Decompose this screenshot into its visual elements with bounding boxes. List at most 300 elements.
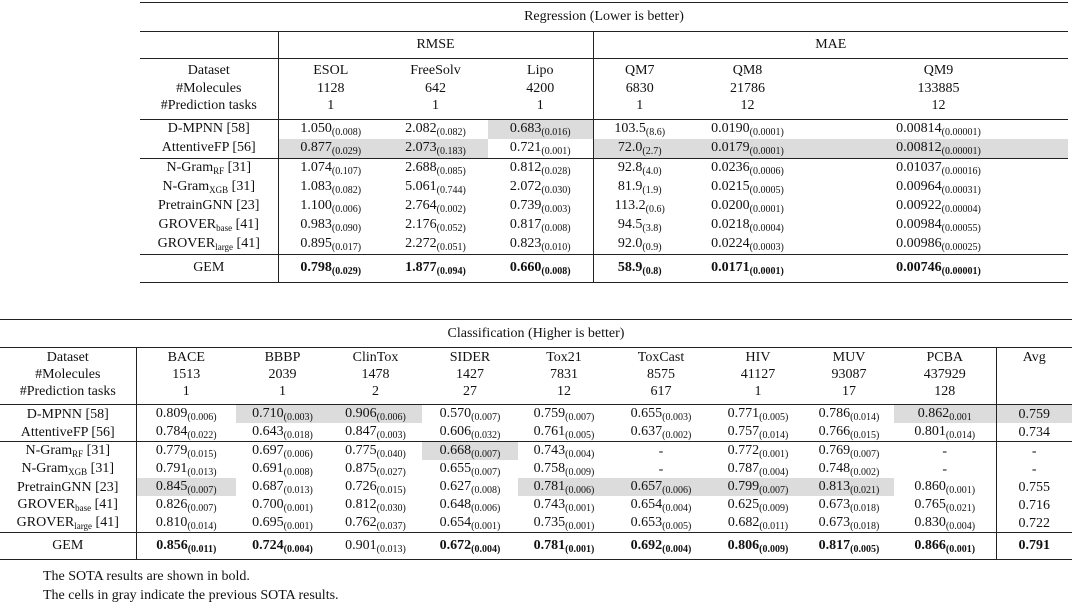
cell-value: 0.739 bbox=[509, 197, 542, 213]
cell-value: 0.627 bbox=[439, 479, 472, 494]
cell-value: 0.781 bbox=[533, 479, 566, 494]
value-cell bbox=[488, 254, 593, 282]
cell-std: (0.00031) bbox=[941, 184, 981, 196]
table-row bbox=[0, 478, 1072, 496]
cell-std: (0.007) bbox=[850, 449, 880, 460]
cell-value: 0.00984 bbox=[896, 216, 942, 232]
table-row bbox=[0, 442, 1072, 461]
cell-std: (0.015) bbox=[850, 430, 880, 441]
value-cell bbox=[610, 460, 712, 478]
cell-std: (0.021) bbox=[945, 503, 976, 514]
model-ref: [31] bbox=[87, 461, 114, 476]
cell-value: 0.643 bbox=[252, 424, 284, 439]
bold-value bbox=[440, 538, 501, 553]
cell-value: 0.0215 bbox=[711, 178, 750, 194]
bold-value bbox=[252, 538, 313, 553]
bold-value bbox=[711, 260, 784, 275]
cell-value: 0.710 bbox=[252, 406, 284, 421]
cell-value: - bbox=[942, 443, 948, 459]
value-cell bbox=[136, 496, 236, 514]
value-cell bbox=[236, 478, 329, 496]
cell-std: (0.017) bbox=[331, 241, 362, 253]
value-cell bbox=[809, 178, 1068, 197]
value-cell bbox=[593, 119, 686, 139]
value-cell bbox=[518, 405, 610, 424]
cell-std: (0.030) bbox=[376, 503, 406, 514]
model-cell bbox=[0, 496, 136, 514]
bold-value: 0.791 bbox=[1018, 538, 1050, 553]
cell-std: (0.008) bbox=[283, 467, 313, 478]
model-subscript: base bbox=[216, 223, 233, 233]
cell-value: 0.726 bbox=[345, 479, 377, 494]
table-row bbox=[140, 158, 1068, 178]
cell-std: (0.009) bbox=[565, 467, 595, 478]
header-labels bbox=[140, 59, 278, 120]
header-molecules: 133885 bbox=[917, 80, 960, 96]
model-name: AttentiveFP [56] bbox=[20, 424, 115, 440]
header-name: ESOL bbox=[313, 63, 349, 78]
cell-value: 0.0190 bbox=[711, 120, 750, 136]
cell-value: 0.657 bbox=[630, 479, 663, 494]
header-tasks: 1 bbox=[432, 98, 439, 113]
cell-value: 0.775 bbox=[345, 443, 377, 458]
cell-value: 0.655 bbox=[630, 406, 663, 421]
cell-std: (0.015) bbox=[376, 485, 406, 496]
model-cell bbox=[140, 139, 278, 159]
value-cell bbox=[610, 514, 712, 533]
cell-value: 0.791 bbox=[155, 461, 188, 476]
bold-value bbox=[405, 260, 466, 275]
header-name: ToxCast bbox=[637, 350, 685, 365]
value-cell bbox=[422, 460, 518, 478]
value-cell bbox=[422, 533, 518, 560]
value-cell bbox=[593, 254, 686, 282]
cell-std: (0.022) bbox=[187, 430, 217, 441]
cell-std: (0.004) bbox=[662, 503, 692, 514]
value-cell bbox=[236, 514, 329, 533]
value-cell bbox=[894, 496, 996, 514]
header-molecules: 1427 bbox=[456, 367, 484, 382]
value-cell bbox=[383, 139, 488, 159]
cell-std: (0.0004) bbox=[749, 222, 784, 234]
value-cell bbox=[518, 423, 610, 442]
cell-value: 0.668 bbox=[439, 443, 472, 458]
cell-std: (0.004) bbox=[471, 544, 501, 555]
value-cell bbox=[809, 197, 1068, 216]
header-col-toxcast bbox=[610, 348, 712, 405]
cell-value: 0.762 bbox=[345, 515, 377, 530]
model-cell bbox=[0, 460, 136, 478]
cell-std: (0.009) bbox=[759, 503, 789, 514]
cell-value: 0.692 bbox=[630, 538, 663, 553]
cell-std: (0.001) bbox=[759, 449, 789, 460]
cell-value: 0.0218 bbox=[711, 216, 750, 232]
cell-std: (0.007) bbox=[565, 412, 595, 423]
bold-value bbox=[914, 538, 975, 553]
value-cell bbox=[136, 460, 236, 478]
header-molecules: 437929 bbox=[923, 367, 966, 382]
cell-std: (0.013) bbox=[187, 467, 217, 478]
header-tasks: 1 bbox=[182, 384, 190, 399]
regression-block-1 bbox=[140, 119, 1068, 158]
cell-value: 92.0 bbox=[617, 235, 643, 251]
cell-std: (0.001) bbox=[471, 521, 501, 532]
value-cell bbox=[488, 235, 593, 255]
value-cell bbox=[278, 178, 383, 197]
header-tasks: 1 bbox=[754, 384, 762, 399]
value-cell bbox=[136, 442, 236, 461]
cell-value: 0.757 bbox=[727, 424, 760, 439]
header-molecules: 93087 bbox=[831, 367, 867, 382]
header-col-bbbp bbox=[236, 348, 329, 405]
cell-std: (0.9) bbox=[642, 241, 662, 253]
table-row bbox=[140, 119, 1068, 139]
cell-std: (0.018) bbox=[283, 430, 313, 441]
cell-std: (0.013) bbox=[283, 485, 313, 496]
cell-value: 2.176 bbox=[405, 216, 437, 232]
value-cell bbox=[804, 496, 894, 514]
cell-value: 0.772 bbox=[727, 443, 760, 458]
cell-value: 103.5 bbox=[614, 120, 646, 136]
cell-std: (0.004) bbox=[283, 544, 313, 555]
header-name: ClinTox bbox=[352, 350, 399, 365]
header-name: HIV bbox=[745, 350, 771, 365]
value-cell bbox=[518, 496, 610, 514]
cell-value: 0.570 bbox=[439, 406, 472, 421]
regression-block-2 bbox=[140, 158, 1068, 254]
cell-value: 0.866 bbox=[914, 538, 946, 553]
cell-value: 0.766 bbox=[818, 424, 851, 439]
table-row bbox=[0, 496, 1072, 514]
header-col-lipo bbox=[488, 59, 593, 120]
cell-std: (0.030) bbox=[541, 184, 571, 196]
cell-value: 0.743 bbox=[533, 497, 566, 512]
value-cell bbox=[278, 216, 383, 235]
cell-std: (0.037) bbox=[376, 521, 406, 532]
value-cell bbox=[383, 216, 488, 235]
cell-std: (0.004) bbox=[759, 467, 789, 478]
value-cell bbox=[518, 460, 610, 478]
cell-value: 58.9 bbox=[617, 260, 643, 275]
regression-header-row bbox=[140, 59, 1068, 120]
value-cell bbox=[136, 423, 236, 442]
value-cell bbox=[593, 197, 686, 216]
value-cell bbox=[488, 216, 593, 235]
header-tasks: 1 bbox=[279, 384, 286, 399]
header-tasks: 617 bbox=[650, 384, 672, 399]
model-name: N-Gram bbox=[162, 179, 210, 194]
cell-std: (0.094) bbox=[436, 266, 466, 277]
cell-value: 0.0171 bbox=[711, 260, 750, 275]
cell-std: (0.00025) bbox=[941, 241, 981, 253]
cell-value: 0.771 bbox=[727, 406, 760, 421]
classification-block-1 bbox=[0, 405, 1072, 442]
model-name: GROVER bbox=[17, 497, 76, 512]
cell-std: (0.8) bbox=[642, 266, 662, 277]
bold-value bbox=[896, 260, 981, 275]
header-tasks: 2 bbox=[372, 384, 379, 399]
header-col-qm9 bbox=[809, 59, 1068, 120]
cell-value: 0.801 bbox=[914, 424, 946, 439]
cell-std: (0.0001) bbox=[749, 266, 784, 277]
cell-value: 0.735 bbox=[533, 515, 566, 530]
header-label: #Molecules bbox=[35, 367, 101, 382]
cell-value: 0.654 bbox=[630, 497, 663, 512]
cell-std: (0.010) bbox=[541, 241, 571, 253]
value-cell bbox=[610, 478, 712, 496]
cell-value: 0.695 bbox=[252, 515, 284, 530]
value-cell bbox=[686, 197, 809, 216]
model-name: GROVER bbox=[158, 217, 217, 232]
cell-std: (0.007) bbox=[471, 467, 501, 478]
cell-value: 0.687 bbox=[252, 479, 284, 494]
header-name: BACE bbox=[167, 350, 205, 365]
cell-std: (0.00055) bbox=[941, 222, 981, 234]
cell-value: 0.654 bbox=[439, 515, 472, 530]
cell-value: 0.983 bbox=[300, 216, 332, 232]
header-tasks: 1 bbox=[536, 98, 544, 113]
cell-value: 0.817 bbox=[509, 216, 542, 232]
model-ref: [31] bbox=[228, 179, 255, 194]
cell-value: 0.812 bbox=[345, 497, 377, 512]
value-cell bbox=[422, 478, 518, 496]
cell-value: 0.817 bbox=[818, 538, 851, 553]
model-ref: [41] bbox=[91, 497, 118, 512]
cell-std: (0.001) bbox=[565, 521, 595, 532]
header-col-bace bbox=[136, 348, 236, 405]
header-col-esol bbox=[278, 59, 383, 120]
header-tasks: 12 bbox=[557, 384, 571, 399]
group-rmse: RMSE bbox=[278, 32, 593, 59]
header-name: QM8 bbox=[732, 63, 763, 78]
cell-value: 0.748 bbox=[818, 461, 851, 476]
header-tasks: 1 bbox=[327, 98, 335, 113]
model-subscript: XGB bbox=[209, 185, 229, 195]
cell-std: (0.003) bbox=[662, 412, 692, 423]
header-tasks: 12 bbox=[931, 98, 946, 113]
value-cell bbox=[236, 460, 329, 478]
value-cell bbox=[422, 405, 518, 424]
cell-std: (0.6) bbox=[645, 203, 665, 215]
cell-value: 0.799 bbox=[727, 479, 760, 494]
model-name: GROVER bbox=[16, 515, 75, 530]
header-label: Dataset bbox=[46, 350, 89, 365]
header-col-qm7 bbox=[593, 59, 686, 120]
value-cell bbox=[383, 235, 488, 255]
cell-std: (3.8) bbox=[642, 222, 662, 234]
cell-value: 0.877 bbox=[300, 139, 332, 155]
model-ref: [41] bbox=[233, 236, 260, 251]
value-cell bbox=[712, 405, 804, 424]
cell-std: (0.018) bbox=[850, 503, 880, 514]
header-name: PCBA bbox=[926, 350, 964, 365]
model-name: PretrainGNN [23] bbox=[17, 479, 119, 495]
cell-value: 0.660 bbox=[509, 260, 542, 275]
value-cell bbox=[712, 533, 804, 560]
classification-header-row bbox=[0, 348, 1072, 405]
cell-std: (0.021) bbox=[850, 485, 880, 496]
cell-std: (0.007) bbox=[759, 485, 789, 496]
header-col-qm8 bbox=[686, 59, 809, 120]
value-cell bbox=[804, 460, 894, 478]
cell-std: (0.006) bbox=[376, 412, 406, 423]
value-cell bbox=[712, 460, 804, 478]
cell-value: 0.672 bbox=[439, 538, 472, 553]
cell-value: 72.0 bbox=[617, 139, 643, 155]
value-cell bbox=[894, 423, 996, 442]
header-tasks: 12 bbox=[740, 98, 755, 113]
cell-std: (0.001) bbox=[565, 503, 595, 514]
value-cell bbox=[329, 405, 422, 424]
header-molecules: 4200 bbox=[526, 80, 555, 96]
cell-std: (0.00016) bbox=[941, 165, 981, 177]
model-cell: GEM bbox=[140, 254, 278, 282]
cell-value: 0.787 bbox=[727, 461, 760, 476]
value-cell bbox=[278, 139, 383, 159]
value-cell bbox=[712, 478, 804, 496]
value-cell bbox=[712, 514, 804, 533]
model-cell bbox=[0, 442, 136, 461]
cell-value: 0.673 bbox=[818, 497, 851, 512]
bold-value bbox=[819, 538, 880, 553]
value-cell bbox=[809, 216, 1068, 235]
cell-std: (0.001) bbox=[945, 485, 976, 496]
value-cell bbox=[894, 460, 996, 478]
cell-std: (0.009) bbox=[759, 544, 789, 555]
cell-value: 0.765 bbox=[914, 497, 946, 512]
model-name: D-MPNN [58] bbox=[26, 406, 109, 422]
value-cell bbox=[809, 139, 1068, 159]
cell-std: (0.008) bbox=[541, 222, 571, 234]
regression-table bbox=[140, 2, 1068, 283]
bold-value bbox=[300, 260, 361, 275]
header-col-hiv bbox=[712, 348, 804, 405]
value-cell bbox=[136, 405, 236, 424]
avg-cell: 0.722 bbox=[996, 514, 1072, 533]
header-tasks: 128 bbox=[934, 384, 956, 399]
cell-std: (0.013) bbox=[376, 544, 406, 555]
model-cell bbox=[0, 405, 136, 424]
cell-value: 0.784 bbox=[155, 424, 188, 439]
value-cell bbox=[809, 158, 1068, 178]
cell-std: (0.028) bbox=[541, 165, 571, 177]
avg-cell: - bbox=[996, 460, 1072, 478]
value-cell bbox=[712, 442, 804, 461]
cell-std: (0.082) bbox=[436, 126, 466, 138]
value-cell bbox=[278, 197, 383, 216]
cell-std: (0.001) bbox=[945, 544, 976, 555]
cell-std: (0.001) bbox=[283, 503, 313, 514]
model-name: PretrainGNN [23] bbox=[158, 198, 260, 213]
cell-std: (0.006) bbox=[187, 412, 217, 423]
value-cell bbox=[329, 496, 422, 514]
value-cell bbox=[383, 197, 488, 216]
cell-value: 0.648 bbox=[439, 497, 472, 512]
cell-std: (0.003) bbox=[376, 430, 406, 441]
cell-value: 0.810 bbox=[155, 515, 188, 530]
cell-std: (0.052) bbox=[436, 222, 466, 234]
model-cell bbox=[140, 158, 278, 178]
header-label: #Molecules bbox=[176, 80, 242, 96]
model-ref: [41] bbox=[92, 515, 119, 530]
value-cell bbox=[422, 514, 518, 533]
cell-value: - bbox=[658, 461, 664, 477]
value-cell bbox=[236, 423, 329, 442]
regression-title: Regression (Lower is better) bbox=[140, 3, 1068, 32]
cell-value: 0.606 bbox=[439, 424, 472, 439]
cell-value: 0.875 bbox=[345, 461, 377, 476]
cell-value: 0.860 bbox=[914, 479, 946, 494]
avg-cell: - bbox=[996, 442, 1072, 461]
cell-std: (0.006) bbox=[331, 203, 362, 215]
cell-std: (0.014) bbox=[187, 521, 217, 532]
header-name: BBBP bbox=[264, 350, 301, 365]
cell-value: 1.100 bbox=[300, 197, 332, 213]
model-cell bbox=[140, 178, 278, 197]
cell-value: 0.673 bbox=[818, 515, 851, 530]
cell-value: 1.083 bbox=[300, 178, 332, 194]
cell-value: 0.895 bbox=[300, 235, 332, 251]
cell-value: 0.769 bbox=[818, 443, 851, 458]
table-row bbox=[140, 216, 1068, 235]
header-col-sider bbox=[422, 348, 518, 405]
cell-value: 0.0236 bbox=[711, 159, 750, 175]
table-notes bbox=[43, 567, 339, 605]
cell-std: (0.029) bbox=[331, 145, 362, 157]
value-cell bbox=[894, 478, 996, 496]
value-cell bbox=[804, 442, 894, 461]
cell-std: (0.015) bbox=[187, 449, 217, 460]
note-gray: The cells in gray indicate the previous SOTA results. bbox=[43, 588, 339, 603]
value-cell bbox=[610, 423, 712, 442]
cell-value: 0.682 bbox=[727, 515, 760, 530]
cell-std: (0.029) bbox=[331, 266, 362, 277]
value-cell bbox=[329, 514, 422, 533]
cell-std: (0.051) bbox=[436, 241, 466, 253]
table-row bbox=[0, 514, 1072, 533]
cell-std: (0.018) bbox=[850, 521, 880, 532]
avg-cell: 0.755 bbox=[996, 478, 1072, 496]
cell-std: (2.7) bbox=[642, 145, 662, 157]
cell-std: (0.008) bbox=[541, 266, 571, 277]
value-cell bbox=[236, 442, 329, 461]
value-cell bbox=[278, 119, 383, 139]
value-cell bbox=[610, 442, 712, 461]
value-cell bbox=[894, 405, 996, 424]
cell-value: 0.01037 bbox=[896, 159, 942, 175]
bold-value bbox=[510, 260, 571, 275]
value-cell bbox=[610, 496, 712, 514]
value-cell bbox=[383, 158, 488, 178]
cell-value: 0.906 bbox=[345, 406, 377, 421]
value-cell bbox=[278, 158, 383, 178]
cell-value: 2.072 bbox=[509, 178, 542, 194]
cell-value: 0.758 bbox=[533, 461, 566, 476]
cell-value: 0.786 bbox=[818, 406, 851, 421]
bold-value bbox=[728, 538, 789, 553]
cell-value: 2.082 bbox=[405, 120, 437, 136]
header-col-freesolv bbox=[383, 59, 488, 120]
value-cell bbox=[518, 514, 610, 533]
cell-std: (0.107) bbox=[331, 165, 362, 177]
cell-value: 0.813 bbox=[818, 479, 851, 494]
bold-value bbox=[534, 538, 595, 553]
value-cell bbox=[686, 139, 809, 159]
cell-value: 0.862 bbox=[917, 406, 950, 421]
value-cell bbox=[593, 235, 686, 255]
cell-std: (0.00004) bbox=[941, 203, 981, 215]
cell-value: 0.761 bbox=[533, 424, 566, 439]
